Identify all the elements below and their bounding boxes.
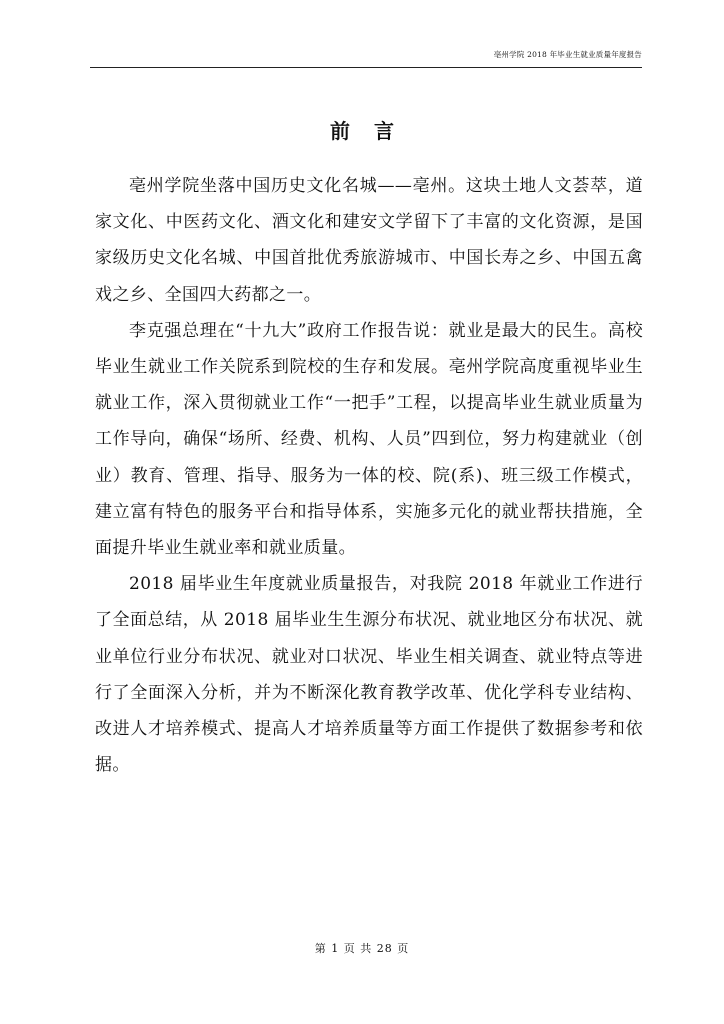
running-header: 亳州学院 2018 年毕业生就业质量年度报告 bbox=[90, 50, 642, 68]
paragraph-intro: 亳州学院坐落中国历史文化名城——亳州。这块土地人文荟萃，道家文化、中医药文化、酒文化和建安文学留下了丰富的文化资源，是国家级历史文化名城、中国首批优秀旅游城市、中国长寿之乡、中国五禽戏之乡、全国四大药都之一。 bbox=[95, 176, 643, 305]
body-text bbox=[95, 168, 643, 783]
paragraph-employment-work: 李克强总理在“十九大”政府工作报告说：就业是最大的民生。高校毕业生就业工作关院系到院校的生存和发展。亳州学院高度重视毕业生就业工作，深入贯彻就业工作“一把手”工程，以提高毕业生就业质量为工作导向，确保“场所、经费、机构、人员”四到位，努力构建就业（创业）教育、管理、指导、服务为一体的校、院(系)、班三级工作模式，建立富有特色的服务平台和指导体系，实施多元化的就业帮扶措施，全面提升毕业生就业率和就业质量。 bbox=[95, 320, 643, 559]
page-number: 第 1 页 共 28 页 bbox=[314, 942, 410, 955]
page-title: 前言 bbox=[330, 119, 418, 143]
paragraph-report-summary: 2018 届毕业生年度就业质量报告，对我院 2018 年就业工作进行了全面总结，从 2018 届毕业生生源分布状况、就业地区分布状况、就业单位行业分布状况、就业对口状况、毕业生相关调查、就业特点等进行了全面深入分析，并为不断深化教育教学改革、优化学科专业结构、改进人才培养模式、提高人才培养质量等方面工作提供了数据参考和依据。 bbox=[95, 574, 643, 776]
